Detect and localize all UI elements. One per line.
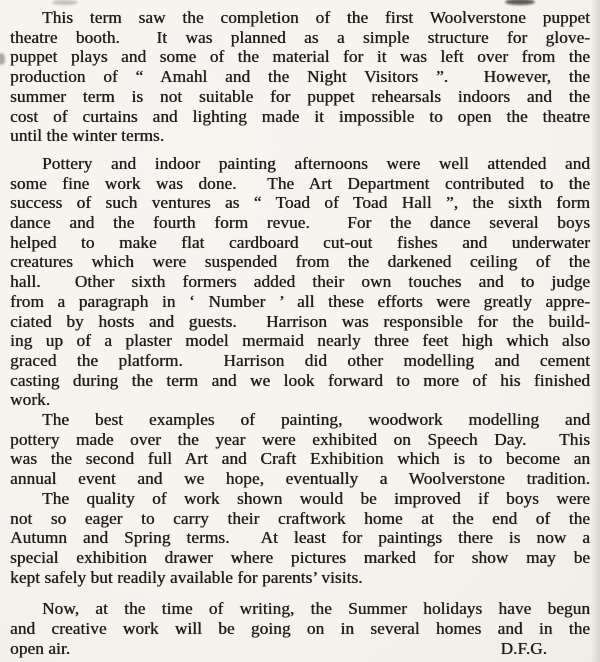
text-line: hall. Other sixth formers added their own touches and to judge — [10, 272, 590, 292]
text-line: and creative work will be going on in several homes and in the — [10, 619, 590, 639]
scan-speck-left — [0, 53, 5, 65]
text-line: was the second full Art and Craft Exhibition which is to become an — [10, 449, 590, 469]
closing-text: open air. — [10, 638, 71, 658]
text-line: special exhibition drawer where pictures marked for show may be — [10, 547, 590, 567]
text-line: cost of curtains and lighting made it impossible to open the theatre — [10, 106, 590, 126]
text-line: creatures which were suspended from the darkened ceiling of the — [10, 252, 590, 272]
text-line: work. — [10, 390, 51, 410]
scan-smudge-light — [52, 0, 78, 5]
text-line: annual event and we hope, eventually a Woolverstone tradition. — [10, 469, 590, 489]
text-line: summer term is not suitable for puppet rehearsals indoors and the — [10, 86, 590, 106]
paragraph-3 — [10, 410, 590, 489]
text-line: puppet plays and some of the material for it was left over from the — [10, 47, 590, 67]
paragraph-4 — [10, 489, 590, 588]
text-line: The best examples of painting, woodwork modelling and — [42, 410, 590, 430]
closing-line — [10, 639, 590, 659]
text-line: Autumn and Spring terms. At least for paintings there is now a — [10, 528, 590, 548]
text-line: ciated by hosts and guests. Harrison was responsible for the build- — [10, 311, 590, 331]
text-line: pottery made over the year were exhibited on Speech Day. This — [10, 429, 590, 449]
text-line: ing up of a plaster model mermaid nearly three feet high which also — [10, 331, 590, 351]
text-line: production of “ Amahl and the Night Visitors ”. However, the — [10, 67, 590, 87]
text-line: kept safely but readily available for parents’ visits. — [10, 567, 363, 587]
paragraph-2 — [10, 154, 590, 410]
scan-smudge-dark — [505, 0, 535, 5]
text-line: helped to make flat cardboard cut-out fishes and underwater — [10, 232, 590, 252]
text-line: theatre booth. It was planned as a simple structure for glove- — [10, 27, 590, 47]
author-initials: D.F.G. — [500, 638, 547, 658]
text-line: casting during the term and we look forward to more of his finished — [10, 370, 590, 390]
text-line: dance and the fourth form revue. For the dance several boys — [10, 213, 590, 233]
text-line: Now, at the time of writing, the Summer holidays have begun — [42, 599, 590, 619]
text-line: This term saw the completion of the first Woolverstone puppet — [42, 8, 590, 27]
paragraph-5 — [10, 599, 590, 638]
text-line: graced the platform. Harrison did other modelling and cement — [10, 350, 590, 370]
text-line: from a paragraph in ‘ Number ’ all these efforts were greatly appre- — [10, 291, 590, 311]
text-line: success of such ventures as “ Toad of Toad Hall ”, the sixth form — [10, 193, 590, 213]
paragraph-1 — [10, 8, 590, 146]
text-line: The quality of work shown would be improved if boys were — [42, 488, 590, 508]
scan-edge-shadow — [591, 0, 600, 662]
text-line: Pottery and indoor painting afternoons were well attended and — [42, 153, 590, 173]
text-line: until the winter terms. — [10, 126, 165, 146]
text-line: not so eager to carry their craftwork home at the end of the — [10, 508, 590, 528]
text-block — [10, 8, 590, 659]
text-line: some fine work was done. The Art Department contributed to the — [10, 173, 590, 193]
